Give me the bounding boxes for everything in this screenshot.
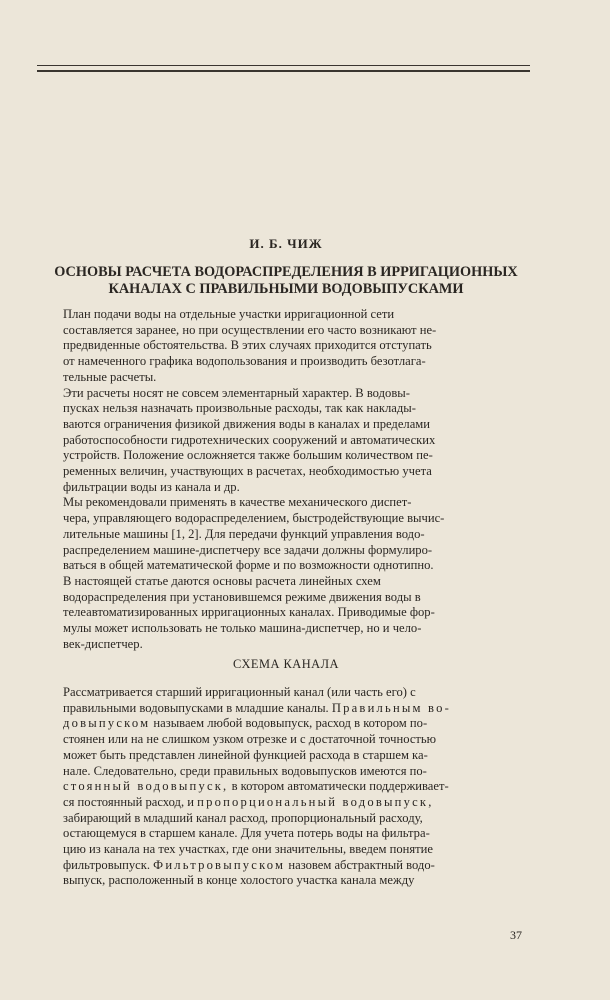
text-line: от намеченного графика водопользования и производить безотлага-	[63, 354, 426, 369]
text-line: забирающий в младший канал расход, пропорциональный расходу,	[63, 810, 423, 825]
text-line: устройств. Положение осложняется также большим количеством пе-	[63, 448, 433, 463]
text-line: ваться в общей математической форме и по возможности однотипно.	[63, 558, 434, 573]
paragraph	[37, 307, 531, 386]
text-line: цию из канала на тех участках, где они значительны, введем понятие	[63, 842, 434, 857]
text-line: правильными водовыпусками в младшие каналы. Правильным во-	[63, 700, 452, 715]
title-line-1: ОСНОВЫ РАСЧЕТА ВОДОРАСПРЕДЕЛЕНИЯ В ИРРИГАЦИОННЫХ	[54, 264, 518, 280]
text-line: остающемуся в старшем канале. Для учета потерь воды на фильтра-	[63, 826, 430, 841]
text-line: предвиденные обстоятельства. В этих случаях приходится отступать	[63, 338, 432, 353]
term-filtrovypusk: Фильтровыпуском	[153, 857, 286, 872]
text-line: стоянен или на не слишком узком отрезке и с достаточной точностью	[63, 732, 437, 747]
text-line: может быть представлен линейной функцией расхода в старшем ка-	[63, 747, 428, 762]
text-line: распределением машине-диспетчеру все задачи должны формулиро-	[63, 542, 433, 557]
article-title	[36, 264, 536, 298]
text-line: ваются ограничения физикой движения воды в каналах и пределами	[63, 416, 431, 431]
text-line: пусках нельзя назначать произвольные расходы, так как наклады-	[63, 401, 416, 416]
text-line: фильтрации воды из канала и др.	[63, 479, 240, 494]
page-number: 37	[510, 928, 522, 942]
text-line: ся постоянный расход, и пропорциональный водовыпуск,	[63, 794, 434, 809]
text-line: ременных величин, участвующих в расчетах, необходимостью учета	[63, 464, 432, 479]
text-line: тельные расчеты.	[63, 369, 157, 384]
header-rule-thin	[37, 65, 530, 66]
text-line: План подачи воды на отдельные участки ирригационной сети	[63, 307, 395, 321]
text-line: В настоящей статье даются основы расчета линейных схем	[63, 573, 381, 588]
author-name: И. Б. ЧИЖ	[249, 236, 323, 251]
text-line: стоянный водовыпуск, в котором автоматически поддерживает-	[63, 779, 449, 794]
text-line: Рассматривается старший ирригационный канал (или часть его) с	[63, 685, 416, 699]
section-text	[37, 685, 531, 889]
text-line: мулы может использовать не только машина-диспетчер, но и чело-	[63, 621, 422, 636]
text-line: лительные машины [1, 2]. Для передачи функций управления водо-	[63, 526, 425, 541]
title-line-2: КАНАЛАХ С ПРАВИЛЬНЫМИ ВОДОВЫПУСКАМИ	[108, 281, 464, 297]
text-line: Эти расчеты носят не совсем элементарный характер. В водовы-	[63, 385, 410, 400]
text-line: нале. Следовательно, среди правильных водовыпусков имеются по-	[63, 763, 427, 778]
text-line: выпуск, расположенный в конце холостого участка канала между	[63, 873, 415, 888]
text-line: Мы рекомендовали применять в качестве механического диспет-	[63, 495, 412, 510]
paragraph	[37, 574, 531, 653]
section-heading: СХЕМА КАНАЛА	[233, 657, 339, 671]
term-proporcionalny: пропорциональный водовыпуск,	[197, 794, 434, 809]
text-line: водораспределения при установившемся режиме движения воды в	[63, 589, 421, 604]
text-line: работоспособности гидротехнических сооружений и автоматических	[63, 432, 436, 447]
text-line: век-диспетчер.	[63, 636, 143, 651]
header-rule-thick	[37, 70, 530, 72]
text-line: составляется заранее, но при осуществлении его часто возникают не-	[63, 322, 437, 337]
paragraph	[37, 495, 531, 574]
text-line: телеавтоматизированных ирригационных каналах. Приводимые фор-	[63, 605, 435, 620]
term-vodovypusk: довыпуском	[63, 716, 151, 731]
intro-text	[37, 307, 531, 652]
text-line: фильтровыпуск. Фильтровыпуском назовем абстрактный водо-	[63, 857, 435, 872]
term-postoyanny: стоянный водовыпуск,	[63, 779, 229, 794]
text-line: чера, управляющего водораспределением, быстродействующие вычис-	[63, 511, 445, 526]
paragraph	[37, 386, 531, 496]
text-line: довыпуском называем любой водовыпуск, расход в котором по-	[63, 716, 428, 731]
term-pravilnym: Правильным во-	[331, 700, 452, 715]
